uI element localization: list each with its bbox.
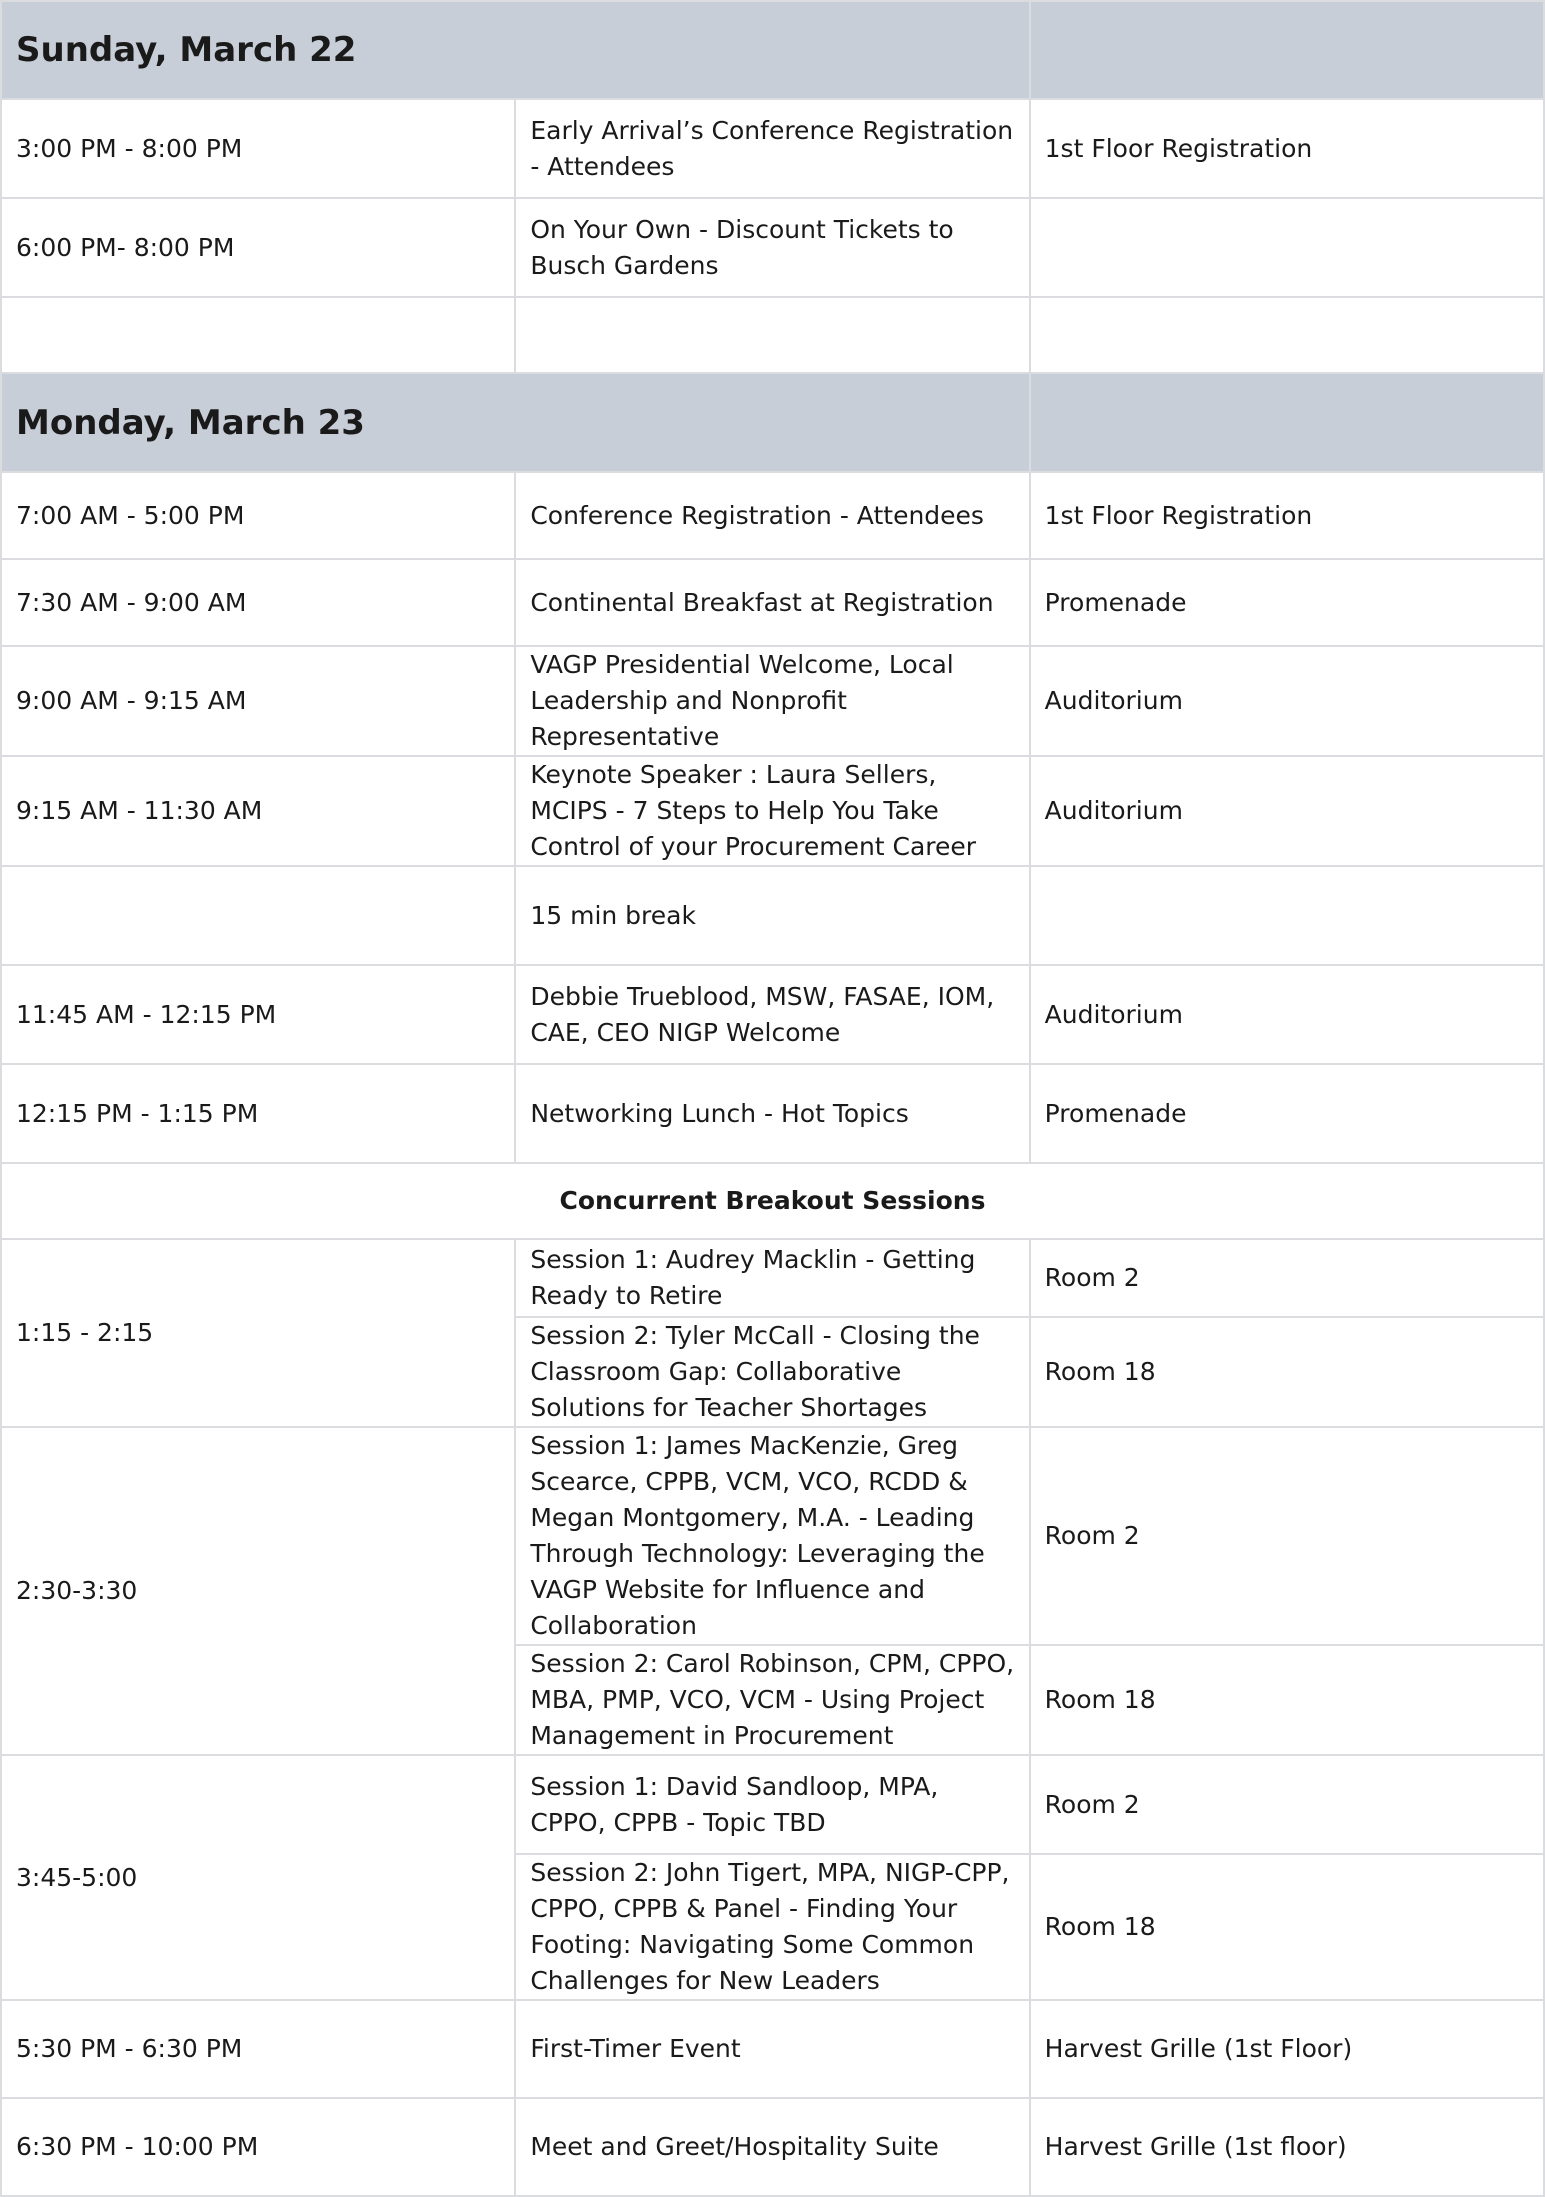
location-cell: Promenade (1030, 1064, 1544, 1163)
session-cell: Session 2: Tyler McCall - Closing the Classroom Gap: Collaborative Solutions for Teacher Shortages (515, 1317, 1029, 1427)
time-cell (1, 866, 515, 965)
session-cell: Session 1: David Sandloop, MPA, CPPO, CPPB - Topic TBD (515, 1755, 1029, 1854)
schedule-row-empty (1, 297, 1544, 373)
time-cell: 7:30 AM - 9:00 AM (1, 559, 515, 646)
time-cell: 3:00 PM - 8:00 PM (1, 99, 515, 198)
room-cell: Room 18 (1030, 1645, 1544, 1755)
schedule-row (1, 472, 1544, 559)
room-cell: Room 2 (1030, 1427, 1544, 1645)
day-header-sunday (1, 1, 1544, 99)
location-cell: 1st Floor Registration (1030, 472, 1544, 559)
location-cell (1030, 866, 1544, 965)
room-cell: Room 2 (1030, 1239, 1544, 1317)
schedule-row (1, 99, 1544, 198)
event-cell: Early Arrival’s Conference Registration - Attendees (515, 99, 1029, 198)
location-cell (1030, 297, 1544, 373)
schedule-row (1, 2098, 1544, 2196)
location-cell: Promenade (1030, 559, 1544, 646)
location-cell: 1st Floor Registration (1030, 99, 1544, 198)
event-cell (515, 297, 1029, 373)
time-cell: 11:45 AM - 12:15 PM (1, 965, 515, 1064)
time-cell (1, 297, 515, 373)
time-cell: 9:00 AM - 9:15 AM (1, 646, 515, 756)
event-cell: VAGP Presidential Welcome, Local Leadership and Nonprofit Representative (515, 646, 1029, 756)
breakout-session-row (1, 1755, 1544, 1854)
location-cell: Harvest Grille (1st floor) (1030, 2098, 1544, 2196)
room-cell: Room 2 (1030, 1755, 1544, 1854)
day-header-monday (1, 373, 1544, 472)
day-header-spacer (1030, 373, 1544, 472)
event-cell: Debbie Trueblood, MSW, FASAE, IOM, CAE, CEO NIGP Welcome (515, 965, 1029, 1064)
location-cell (1030, 198, 1544, 297)
schedule-row (1, 866, 1544, 965)
event-cell: 15 min break (515, 866, 1029, 965)
time-cell: 6:30 PM - 10:00 PM (1, 2098, 515, 2196)
breakout-heading: Concurrent Breakout Sessions (1, 1163, 1544, 1239)
breakout-time-cell: 3:45-5:00 (1, 1755, 515, 2000)
time-cell: 5:30 PM - 6:30 PM (1, 2000, 515, 2098)
event-cell: Keynote Speaker : Laura Sellers, MCIPS - 7 Steps to Help You Take Control of your Procurement Career (515, 756, 1029, 866)
schedule-row (1, 965, 1544, 1064)
event-cell: First-Timer Event (515, 2000, 1029, 2098)
time-cell: 9:15 AM - 11:30 AM (1, 756, 515, 866)
breakout-session-row (1, 1427, 1544, 1645)
event-cell: Meet and Greet/Hospitality Suite (515, 2098, 1029, 2196)
breakout-time-cell: 2:30-3:30 (1, 1427, 515, 1755)
time-cell: 7:00 AM - 5:00 PM (1, 472, 515, 559)
breakout-session-row (1, 1239, 1544, 1317)
room-cell: Room 18 (1030, 1317, 1544, 1427)
schedule-row (1, 1064, 1544, 1163)
schedule-row (1, 559, 1544, 646)
location-cell: Harvest Grille (1st Floor) (1030, 2000, 1544, 2098)
breakout-heading-row (1, 1163, 1544, 1239)
session-cell: Session 1: James MacKenzie, Greg Scearce, CPPB, VCM, VCO, RCDD & Megan Montgomery, M.A. - Leading Through Technology: Leveraging the VAGP Website for Influence and Collaboration (515, 1427, 1029, 1645)
schedule-row (1, 756, 1544, 866)
event-cell: Continental Breakfast at Registration (515, 559, 1029, 646)
session-cell: Session 1: Audrey Macklin - Getting Ready to Retire (515, 1239, 1029, 1317)
time-cell: 12:15 PM - 1:15 PM (1, 1064, 515, 1163)
location-cell: Auditorium (1030, 646, 1544, 756)
event-cell: On Your Own - Discount Tickets to Busch Gardens (515, 198, 1029, 297)
location-cell: Auditorium (1030, 756, 1544, 866)
room-cell: Room 18 (1030, 1854, 1544, 2000)
day-header-spacer (1030, 1, 1544, 99)
session-cell: Session 2: Carol Robinson, CPM, CPPO, MBA, PMP, VCO, VCM - Using Project Management in Procurement (515, 1645, 1029, 1755)
schedule-row (1, 198, 1544, 297)
schedule-row (1, 646, 1544, 756)
day-title: Sunday, March 22 (1, 1, 1030, 99)
time-cell: 6:00 PM- 8:00 PM (1, 198, 515, 297)
breakout-time-cell: 1:15 - 2:15 (1, 1239, 515, 1427)
session-cell: Session 2: John Tigert, MPA, NIGP-CPP, CPPO, CPPB & Panel - Finding Your Footing: Navigating Some Common Challenges for New Leaders (515, 1854, 1029, 2000)
day-title: Monday, March 23 (1, 373, 1030, 472)
location-cell: Auditorium (1030, 965, 1544, 1064)
event-cell: Networking Lunch - Hot Topics (515, 1064, 1029, 1163)
event-cell: Conference Registration - Attendees (515, 472, 1029, 559)
schedule-row (1, 2000, 1544, 2098)
